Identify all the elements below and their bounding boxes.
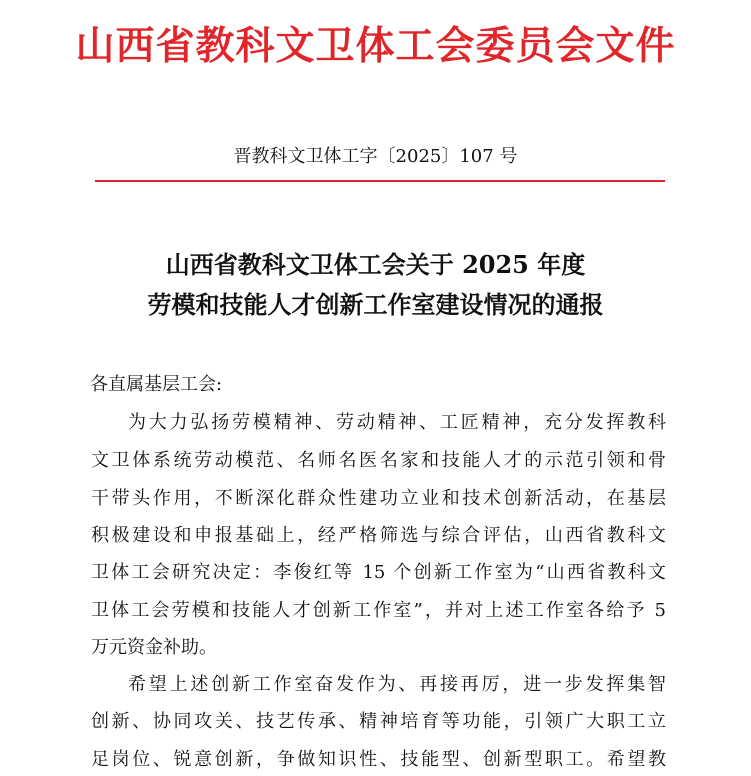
paragraph-1-line: 干带头作用，不断深化群众性建功立业和技术创新活动，在基层 [91,488,666,509]
paragraph-1-line: 卫体工会劳模和技能人才创新工作室”，并对上述工作室各给予 5 [91,600,666,621]
notice-title-line-2: 劳模和技能人才创新工作室建设情况的通报 [147,290,604,319]
issuer-header-title: 山西省教科文卫体工会委员会文件 [75,23,676,69]
paragraph-2-line: 创新、协同攻关、技艺传承、精神培育等功能，引领广大职工立 [91,711,666,732]
paragraph-1-line: 文卫体系统劳动模范、名师名医名家和技能人才的示范引领和骨 [91,450,666,471]
paragraph-1-line: 为大力弘扬劳模精神、劳动精神、工匠精神，充分发挥教科 [128,412,666,433]
paragraph-2-line: 足岗位、锐意创新，争做知识性、技能型、创新型职工。希望教 [91,749,666,770]
red-divider-line [95,180,665,182]
paragraph-1-line: 积极建设和申报基础上，经严格筛选与综合评估，山西省教科文 [91,525,666,546]
notice-title-line-1: 山西省教科文卫体工会关于 2025 年度 [165,250,586,279]
paragraph-1-line: 万元资金补助。 [91,637,217,658]
document-number: 晋教科文卫体工字〔2025〕107 号 [233,146,518,167]
paragraph-1-line: 卫体工会研究决定：李俊红等 15 个创新工作室为“山西省教科文 [91,562,666,583]
paragraph-2-line: 希望上述创新工作室奋发作为、再接再厉，进一步发挥集智 [128,674,666,695]
salutation: 各直属基层工会: [90,374,223,395]
